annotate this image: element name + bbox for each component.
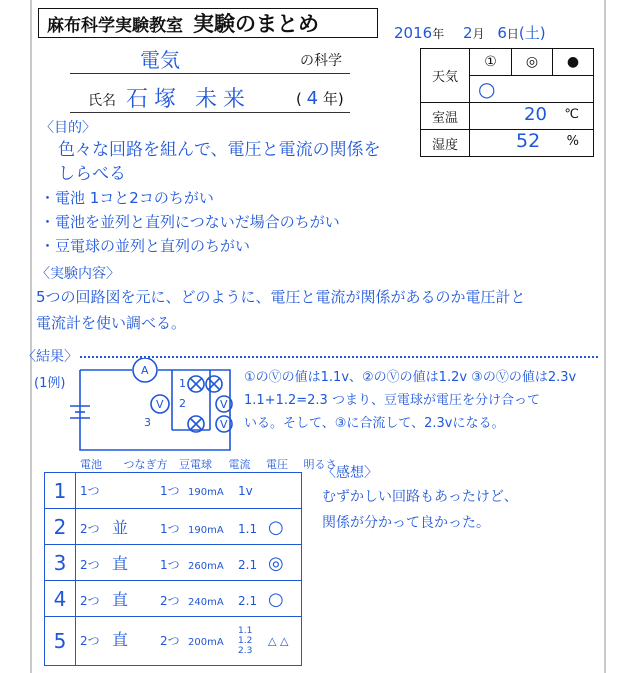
cell-brightness: △ △ (268, 634, 289, 648)
method-heading: 〈実験内容〉 (36, 266, 120, 282)
circuit-label-3: 3 (144, 416, 151, 429)
circuit-diagram (60, 358, 238, 458)
cell-voltage: 2.1 (238, 558, 258, 572)
date-year: 2016 (394, 24, 433, 42)
date-year-label: 年 (432, 27, 445, 41)
weather-label: 天気 (421, 49, 470, 103)
impression-line-1: むずかしい回路もあったけど、 (322, 489, 518, 505)
voltmeter-letter-left: V (156, 398, 164, 411)
cell-battery: 2つ (80, 558, 100, 572)
temp-value: 20 (524, 104, 547, 125)
purpose-bullet-2: ・電池を並列と直列につないだ場合のちがい (40, 213, 340, 231)
grade (296, 88, 344, 109)
humidity-unit: % (566, 134, 579, 149)
cell-bulbs: 1つ (160, 484, 180, 498)
results-note-3: いる。そして、③に合流して、2.3vになる。 (244, 416, 505, 431)
cell-connection: 直 (112, 590, 129, 609)
purpose-heading: 〈目的〉 (40, 120, 96, 136)
cell-connection: 直 (112, 554, 129, 573)
topic: 電気 (140, 48, 180, 72)
row-number: 2 (45, 509, 76, 545)
purpose-bullet-1: ・電池 1コと2コのちがい (40, 189, 214, 207)
method-line-1: 5つの回路図を元に、どのように、電圧と電流が関係があるのか電圧計と (36, 288, 526, 306)
cell-connection: 直 (112, 629, 129, 649)
cell-current: 200mA (188, 636, 224, 648)
circuit-label-2: 2 (179, 397, 186, 410)
results-table (44, 472, 302, 666)
date-month: 2 (462, 24, 473, 42)
cell-battery: 2つ (80, 522, 100, 536)
table-row (45, 581, 302, 617)
topic-suffix: の科学 (300, 53, 342, 69)
results-note-1: ①のⓋの値は1.1v、②のⓋの値は1.2v ③のⓋの値は2.3v (244, 370, 577, 385)
results-note-2: 1.1+1.2=2.3 つまり、豆電球が電圧を分け合って (244, 393, 540, 408)
date-weekday: (土) (518, 24, 546, 42)
row-number: 4 (45, 581, 76, 617)
cell-current: 190mA (188, 525, 224, 536)
method-section (36, 264, 596, 336)
cell-current: 260mA (188, 561, 224, 572)
row-number: 1 (45, 473, 76, 509)
ammeter-letter: A (141, 364, 149, 377)
table-header-row (80, 456, 338, 472)
cell-bulbs: 2つ (160, 594, 180, 608)
results-heading: 〈結果〉 (22, 349, 78, 365)
purpose-section (40, 118, 420, 258)
purpose-line-1: 色々な回路を組んで、電圧と電流の関係を (58, 140, 381, 160)
weather-symbol-cloudy: ◎ (512, 49, 553, 76)
weather-symbol-rain: ● (553, 49, 594, 76)
humidity-label: 湿度 (421, 130, 470, 157)
right-page-edge (604, 0, 606, 673)
table-row (45, 617, 302, 666)
cell-battery: 1つ (80, 484, 100, 498)
date (394, 22, 546, 43)
cell-current: 240mA (188, 597, 224, 608)
topic-underline (70, 73, 350, 74)
temp-label: 室温 (421, 103, 470, 130)
grade-open: ( (296, 90, 302, 108)
col-battery: 電池 (80, 458, 102, 471)
row-number: 3 (45, 545, 76, 581)
cell-voltage: 1.1 1.2 2.3 (238, 626, 253, 656)
cell-battery: 2つ (80, 633, 100, 648)
cell-battery: 2つ (80, 594, 100, 608)
humidity-value: 52 (516, 130, 541, 152)
student-name: 石塚 未来 (126, 87, 251, 112)
cell-bulbs: 1つ (160, 522, 180, 536)
date-day: 6 (497, 24, 507, 42)
date-day-label: 日 (506, 27, 519, 41)
cell-voltage: 1v (238, 484, 253, 498)
table-row (45, 473, 302, 509)
name-underline (70, 112, 350, 113)
weather-symbol-sunny: ① (470, 49, 512, 76)
col-connection: つなぎ方 (123, 458, 168, 471)
date-month-label: 月 (472, 27, 485, 41)
classroom-name: 麻布科学実験教室 (47, 15, 183, 36)
summary-title: 実験のまとめ (193, 12, 319, 36)
weather-value: ○ (470, 76, 594, 103)
cell-voltage: 1.1 (238, 522, 258, 536)
impression-section (322, 462, 592, 536)
cell-brightness: ◎ (268, 553, 284, 574)
table-row (45, 509, 302, 545)
cell-bulbs: 2つ (160, 633, 180, 648)
results-example-label: (1例) (34, 376, 66, 391)
cell-voltage: 2.1 (238, 594, 258, 608)
row-number: 5 (45, 617, 76, 666)
purpose-line-2: しらべる (58, 164, 126, 184)
impression-heading: 〈感想〉 (322, 465, 378, 481)
impression-line-2: 関係が分かって良かった。 (322, 515, 490, 531)
voltmeter-letter-right: V (220, 398, 228, 411)
grade-close: 年) (322, 90, 344, 108)
col-current: 電流 (228, 458, 251, 471)
results-notes (244, 366, 604, 435)
col-voltage: 電圧 (266, 458, 288, 471)
weather-table (420, 48, 594, 157)
temp-unit: ℃ (564, 107, 579, 122)
cell-current: 190mA (188, 487, 224, 498)
grade-value: 4 (306, 88, 319, 109)
circuit-wire-top (80, 370, 230, 450)
method-line-2: 電流計を使い調べる。 (36, 314, 187, 332)
name-label: 氏名 (88, 93, 116, 109)
voltmeter-letter-bottom: V (220, 418, 228, 431)
cell-brightness: ○ (268, 589, 284, 610)
left-page-edge (30, 0, 32, 673)
circuit-label-1: 1 (179, 377, 186, 390)
col-brightness: 明るさ (303, 458, 337, 471)
cell-bulbs: 1つ (160, 558, 180, 572)
col-bulbs: 豆電球 (179, 458, 212, 471)
cell-connection: 並 (112, 518, 129, 537)
purpose-bullet-3: ・豆電球の並列と直列のちがい (40, 237, 251, 255)
classroom-title-box (38, 8, 378, 38)
table-row (45, 545, 302, 581)
cell-brightness: ○ (268, 517, 284, 538)
